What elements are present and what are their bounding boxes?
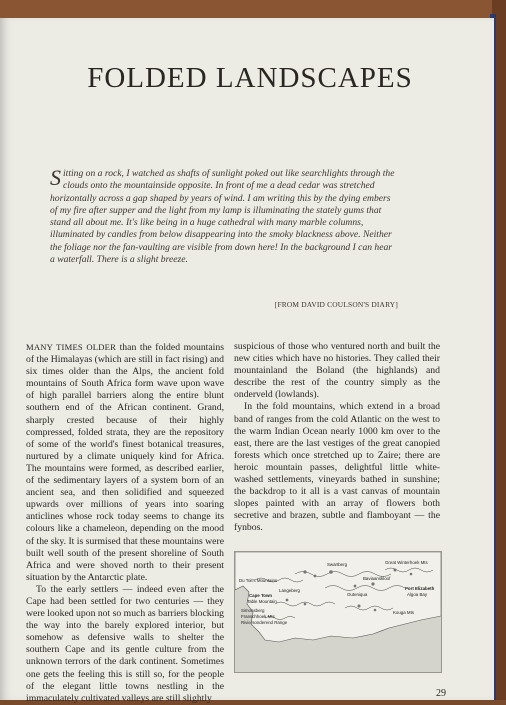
page-number: 29 (436, 688, 446, 699)
map-label: Kouga Mts (393, 610, 414, 615)
book-page (0, 18, 494, 704)
lead-in: MANY TIMES OLDER (26, 342, 117, 352)
body-paragraph: To the early settlers — indeed even after the Cape had been settled for two centuries — they were looked upon not so much as barriers blocking the way into the barely explored interior, but somehow as defensive walls to shelter the southern Cape and its gentle culture from the unknown terrors of the dark continent. Sometimes one gets the feeling this is still so, for the people of the elegant little towns nestling in the immaculately cultivated valleys are still slightly (26, 583, 225, 704)
diary-source: [FROM DAVID COULSON'S DIARY] (274, 300, 398, 309)
map-label: Langeberg (279, 588, 300, 593)
diary-quote (50, 165, 398, 266)
map-label: Simonsberg (241, 608, 265, 613)
map-label: Cape Town (249, 593, 273, 598)
body-column-right (234, 341, 440, 535)
map-label: Du Toit's Mountains (239, 578, 278, 583)
diary-dropcap: S (50, 165, 61, 190)
paragraph-text: than the folded mountains of the Himalayas (which are still in fact rising) and six times older than the Alps, the ancient fold mountains of South Africa form wave upon wave of high parallel barriers along the entire blunt southern end of the African continent. Grand, sharply crested because of their highly compressed, folded strata, they are the repository of some of the world's finest botanical treasures, nurtured by a climate uniquely kind for Africa. The mountains were formed, as described earlier, of the sedimentary layers of a system born of an ancient sea, and then solidified and squeezed upwards over millions of years into soaring anticlines whose rock today seems to change its colours like a chameleon, depending on the mood of the sky. It is surmised that these mountains were built well south of the present shoreline of South Africa and were shoved north to their present situation by the Antarctic plate. (26, 342, 224, 583)
map-label: Swartberg (327, 562, 348, 567)
map-label: Port Elizabeth (405, 586, 435, 591)
body-paragraph: In the fold mountains, which extend in a broad band of ranges from the cold Atlantic on the west to the warm Indian Ocean nearly 1000 km over to the east, there are the last vestiges of the great canopied forests which once stretched up to Zaire; there are heroic mountain passes, delightful little white-washed settlements, vineyards bathed in sunshine; the backdrop to it all is a vast canvas of mountain slopes painted with an array of flowers both secretive and brazen, subtle and flamboyant — the fynbos. (234, 401, 440, 534)
page-title: FOLDED LANDSCAPES (87, 62, 413, 94)
map-label: Outeniqua (347, 592, 368, 597)
map-label: Algoa Bay (407, 592, 428, 597)
map-label: Franschhoek Mts (241, 614, 275, 619)
map-label: Baviaanskloof (363, 576, 391, 581)
diary-text: itting on a rock, I watched as shafts of sunlight poked out like searchlights through the clouds onto the mountainside opposite. In front of me a dead cedar was stretched horizontally across a gap shaped by years of wind. I am writing this by the dying embers of my fire after supper and the light from my lamp is illuminating the stately gums that stand all about me. It's like being in a huge cathedral with many marble columns, illuminated by candles from below disappearing into the smoky blackness above. Neither the foliage nor the fan-vaulting are visible from down here! In the background I can hear a waterfall. There is a slight breeze. (50, 168, 395, 266)
body-column-left (26, 341, 224, 705)
body-paragraph: suspicious of those who ventured north and built the new cities which have no histories. They called their mountainland the Boland (the highlands) and describe the rest of the country simply as the onderveld (lowlands). (234, 341, 440, 401)
body-paragraph (26, 341, 224, 584)
fold-mountains-map (234, 551, 442, 673)
map-label: Table Mountain (247, 599, 277, 604)
map-label: Riviersonderend Range (241, 620, 288, 625)
map-label: Great Winterhoek Mts (385, 560, 428, 565)
